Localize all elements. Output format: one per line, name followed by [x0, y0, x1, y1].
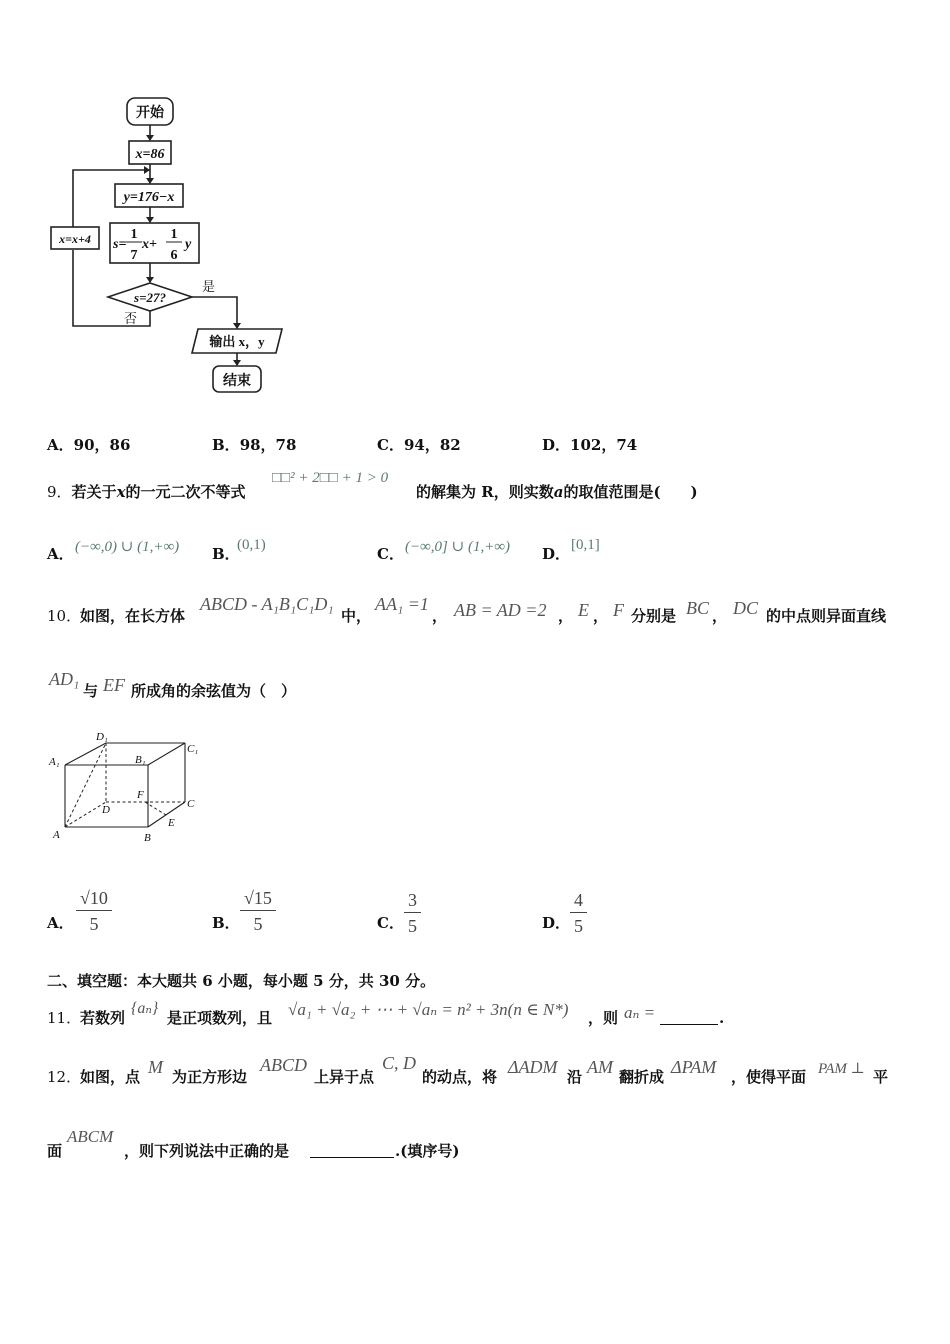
q12-pt-m: M [148, 1057, 163, 1077]
q8-option-d[interactable] [542, 435, 637, 455]
q11-text-c: ，则 [588, 1009, 619, 1027]
q9-option-c-label[interactable]: C． [377, 545, 404, 563]
q11-end: . [719, 1009, 725, 1027]
q12-text-d: 的动点，将 [422, 1068, 498, 1086]
q12-square: ABCD [260, 1055, 307, 1075]
q10-fig-label-a1: A₁ [49, 756, 60, 768]
q9-number: 9． [47, 483, 72, 501]
q8-option-label: B． [212, 436, 240, 454]
q11-seq: {aₙ} [131, 1000, 159, 1017]
q8-option-label: A． [47, 436, 74, 454]
q12-text-f: 翻折成 [619, 1068, 665, 1086]
q9-text-d: 的取值范围是( ) [563, 483, 698, 501]
q10-option-c-num: 3 [404, 890, 421, 913]
flowchart-output-text: 输出 x，y [209, 334, 265, 349]
q8-option-value: 94，82 [403, 436, 461, 454]
q10-option-d-frac [570, 890, 587, 937]
q10-option-c-den: 5 [408, 916, 417, 936]
q10-fig-label-c1: C₁ [187, 743, 199, 755]
flowchart [40, 90, 300, 400]
q10-fig-label-d1: D₁ [96, 731, 108, 743]
q9-option-d-label[interactable]: D． [542, 545, 571, 563]
q8-option-a[interactable] [47, 435, 130, 455]
q12-text-h: 平 [873, 1068, 889, 1086]
q10-option-a-den: 5 [89, 914, 99, 934]
q10-text-a: 如图，在长方体 [80, 607, 186, 625]
q11-target: aₙ = [624, 1003, 656, 1022]
q12-plane-pam: PAM ⊥ [818, 1061, 865, 1077]
q10-solid: ABCD - A₁B₁C₁D₁ [200, 594, 334, 614]
q10-cond2: AB = AD =2 [454, 600, 547, 620]
flowchart-frac2-den: 6 [170, 248, 178, 263]
q10-fig-label-d: D [102, 804, 110, 816]
q10-option-c-label[interactable]: C． [377, 914, 404, 932]
q10-cond1: AA₁ =1 [375, 594, 429, 614]
flowchart-y-text: y=176−x [123, 190, 175, 205]
q12-pts-cd: C, D [382, 1053, 417, 1073]
q9-var-a: a [553, 483, 564, 501]
q10-sep1: ， [432, 607, 448, 625]
q12-tri-pam: ΔPAM [671, 1057, 717, 1077]
q10-fig-label-e: E [168, 817, 175, 829]
flowchart-mid: x+ [142, 237, 157, 252]
flowchart-frac2-num: 1 [170, 227, 178, 242]
q9-inequality: □□² + 2□□ + 1 > 0 [272, 470, 389, 486]
flowchart-init-text: x=86 [135, 147, 165, 162]
q11-formula: √a₁ + √a₂ + ⋯ + √aₙ = n² + 3n(n ∈ N*) [288, 1000, 569, 1019]
q9-option-a-label[interactable]: A． [47, 545, 74, 563]
q10-seg-bc: BC [686, 598, 710, 618]
flowchart-start-text: 开始 [136, 106, 164, 121]
flowchart-decision-text: s=27? [134, 290, 166, 305]
q12-text-b: 为正方形边 [172, 1068, 248, 1086]
q10-fig-label-b1: B₁ [135, 754, 146, 766]
q9-option-a-value: (−∞,0) ∪ (1,+∞) [75, 539, 180, 555]
q11-number: 11． [47, 1009, 82, 1027]
q10-line-ad1: AD₁ [49, 669, 80, 689]
q10-number: 10． [47, 607, 82, 625]
q10-option-b-label[interactable]: B． [212, 914, 240, 932]
q11-answer-blank[interactable] [660, 1008, 718, 1025]
q8-option-value: 98，78 [239, 436, 297, 454]
q10-text-e: 与 [83, 682, 99, 700]
section2-title: 二、填空题：本大题共 6 小题，每小题 5 分，共 30 分。 [47, 972, 436, 990]
q10-option-b-frac [240, 888, 276, 935]
q9-option-b-label[interactable]: B． [212, 545, 240, 563]
q11-text-a: 若数列 [80, 1009, 126, 1027]
q10-option-d-den: 5 [574, 916, 583, 936]
q10-line-ef: EF [103, 675, 125, 695]
q10-option-d-num: 4 [570, 890, 587, 913]
q10-fig-label-a: A [53, 829, 60, 841]
flowchart-yes-text: 是 [202, 279, 216, 294]
q10-text-f: 所成角的余弦值为（ ） [131, 682, 297, 700]
flowchart-s-prefix: s= [113, 237, 127, 252]
q10-sep4: ， [712, 607, 728, 625]
q9-option-c-value: (−∞,0] ∪ (1,+∞) [405, 539, 511, 555]
q12-tri-adm: ΔADM [508, 1057, 558, 1077]
q10-option-d-label[interactable]: D． [542, 914, 571, 932]
q10-pt-f: F [613, 600, 624, 620]
q10-option-a-num: √10 [76, 888, 112, 911]
q10-option-a-label[interactable]: A． [47, 914, 74, 932]
q8-option-value: 90，86 [73, 436, 131, 454]
q10-option-b-num: √15 [240, 888, 276, 911]
q10-fig-label-c: C [187, 798, 195, 810]
q12-answer-blank[interactable] [310, 1141, 394, 1158]
q10-sep3: ， [593, 607, 609, 625]
q9-option-b-value: (0,1) [237, 537, 266, 553]
q8-option-b[interactable] [212, 435, 296, 455]
q10-text-c: 分别是 [631, 607, 677, 625]
q10-option-c-frac [404, 890, 421, 937]
q9-stem [47, 482, 246, 502]
q9-var-x: x [116, 483, 126, 501]
q11-text-b: 是正项数列，且 [167, 1009, 273, 1027]
q12-text-c: 上异于点 [314, 1068, 375, 1086]
flowchart-no-text: 否 [124, 311, 138, 326]
q10-fig-label-b: B [144, 832, 151, 844]
q10-option-b-den: 5 [253, 914, 263, 934]
q10-text-b: 中， [341, 607, 372, 625]
q8-option-c[interactable] [377, 435, 461, 455]
q9-option-d-value: [0,1] [571, 537, 600, 553]
q10-text-d: 的中点则异面直线 [766, 607, 887, 625]
q12-seg-am: AM [587, 1057, 613, 1077]
q12-number: 12． [47, 1068, 82, 1086]
q8-option-label: C． [377, 436, 404, 454]
q10-sep2: ， [558, 607, 574, 625]
q10-option-a-frac [76, 888, 112, 935]
q10-fig-label-f: F [137, 789, 144, 801]
q12-text-g: ，使得平面 [731, 1068, 807, 1086]
q12-text-a: 如图，点 [80, 1068, 141, 1086]
q12-text-e: 沿 [567, 1068, 583, 1086]
flowchart-loop-text: x=x+4 [59, 232, 91, 246]
q12-text-i: 面 [47, 1142, 63, 1160]
flowchart-suffix: y [185, 237, 192, 252]
flowchart-frac1-num: 1 [130, 227, 138, 242]
q9-stem-tail [416, 482, 698, 502]
q9-text-a: 若关于 [71, 483, 117, 501]
q12-text-k: .(填序号) [395, 1142, 460, 1160]
q10-cuboid-figure [40, 725, 220, 850]
q9-text-c: 的解集为 R，则实数 [416, 483, 554, 501]
q10-seg-dc: DC [733, 598, 759, 618]
q10-pt-e: E [578, 600, 589, 620]
q8-option-label: D． [542, 436, 571, 454]
q12-plane-abcm: ABCM [67, 1127, 114, 1146]
q8-option-value: 102，74 [570, 436, 638, 454]
flowchart-frac1-den: 7 [130, 248, 138, 263]
flowchart-end-text: 结束 [223, 374, 251, 389]
q9-text-b: 的一元二次不等式 [125, 483, 246, 501]
q12-text-j: ，则下列说法中正确的是 [124, 1142, 290, 1160]
